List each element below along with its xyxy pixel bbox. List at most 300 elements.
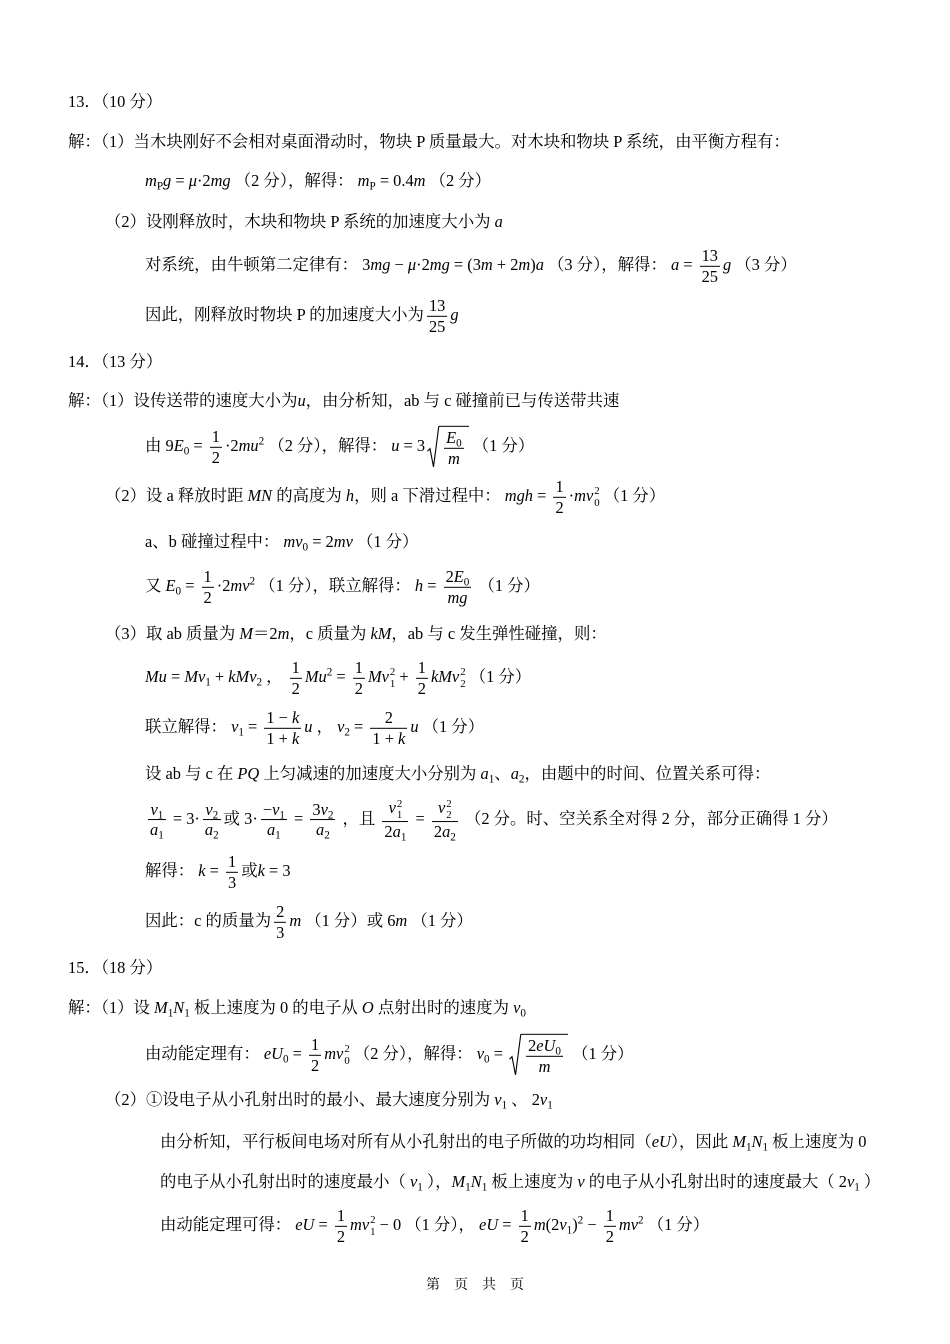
math-variable: v [539,1089,548,1109]
fraction-denominator [202,588,214,608]
text-run: （1 分），联立解得： [255,575,415,595]
text-run: = [411,808,429,828]
math-variable: h [414,575,424,595]
subscript: 0 [456,437,462,450]
subscript: 1 [481,1181,488,1194]
radical-sign-icon [427,426,439,468]
fraction-numerator [553,477,565,498]
math-variable: k [257,860,265,880]
text-run: ，c 质量为 [289,623,371,643]
text-run: ）， [422,1171,452,1191]
text-run: 或 [241,860,258,880]
fraction-denominator [370,729,407,749]
text-run: （2 分。时、空关系全对得 2 分，部分正确得 1 分） [460,808,838,828]
math-variable: a [670,254,680,274]
problem-15-line-2 [145,1034,634,1076]
text-run: 25 [701,266,718,286]
text-run: 1 [520,1205,529,1225]
math-variable: E [453,566,464,586]
math-variable: M [154,997,168,1017]
math-variable: E [446,427,457,447]
fraction-denominator [444,449,464,469]
superscript: 2 [326,666,333,679]
text-run: = [533,485,551,505]
math-variable: m [518,254,531,274]
math-variable: a [150,820,159,840]
text-run: （1 分） [465,666,532,686]
fraction-numerator [382,798,408,822]
subscript: 0 [520,1007,526,1020]
math-variable: k [292,707,300,727]
text-run: 联立解得： [145,716,232,736]
text-run: 2 [605,1226,614,1246]
text-run: 2 [384,707,393,727]
text-run: （1 分） [352,531,419,551]
fraction-numerator [261,800,287,821]
text-run: （3）取 ab 质量为 [105,623,240,643]
math-variable: N [751,1131,763,1151]
text-run: ) [572,1214,578,1234]
text-run: = [181,575,199,595]
math-variable: a [510,763,519,783]
text-run: = [171,170,189,190]
math-variable: kMv [430,666,460,686]
text-run: ) [530,254,536,274]
text-run: = [423,575,441,595]
text-run: = 3 [399,435,426,455]
radicand [521,1034,568,1076]
text-run: = [289,808,308,828]
math-variable: mg [429,254,450,274]
math-variable: μ [188,170,197,190]
subscript: 1 [389,677,396,690]
text-run: 13 [701,245,718,265]
superscript: 2 [389,666,396,679]
fraction-denominator [526,1057,563,1077]
problem-14-line-4 [145,531,418,553]
math-variable: eU [536,1035,556,1055]
text-run: （2）设刚释放时，木块和物块 P 系统的加速度大小为 [105,211,495,231]
fraction [226,852,238,892]
fraction [553,477,565,517]
fraction-denominator [210,448,222,468]
math-variable: v [559,1214,567,1234]
math-variable: v [476,1043,485,1063]
subscript: 1 [566,1224,573,1237]
text-run: ，ab 与 c 发生弹性碰撞，则： [391,623,607,643]
text-run: = [332,666,350,686]
fraction [444,567,472,607]
text-run: − [262,799,273,819]
subscript: 0 [463,576,470,589]
fraction-numerator [290,658,302,679]
problem-13-line-5 [145,296,459,336]
text-run: 2 [291,678,300,698]
superscript: 2 [249,575,256,588]
fraction [309,1035,321,1075]
math-variable: PQ [237,763,260,783]
fraction-denominator [274,923,286,943]
text-run: = [166,666,185,686]
superscript: 2 [370,1214,376,1227]
text-run: = [288,1043,306,1063]
math-variable: g [722,254,732,274]
text-run: 2 [520,1226,529,1246]
math-variable: m [538,1056,551,1076]
text-run: （2 分），解得： [230,170,358,190]
math-variable: m [277,623,290,643]
problem-15-line-1 [68,997,526,1019]
text-run: = [205,860,224,880]
text-run: （1 分） [567,1043,634,1063]
text-run: （2）①设电子从小孔射出时的最小、最大速度分别为 [105,1089,495,1109]
math-variable: Mv [367,666,389,686]
text-run: = 0.4 [375,170,414,190]
math-variable: m [480,254,493,274]
math-variable: mv [574,485,594,505]
text-run: (2 [545,1214,560,1234]
text-run: ），因此 [670,1131,733,1151]
fraction [519,1206,531,1246]
subscript: 2 [344,726,350,739]
text-run: 2 [276,901,285,921]
fraction-denominator [353,679,365,699]
text-run: （2 分），解得： [264,435,392,455]
text-run: （2 分） [425,170,492,190]
subscript: 1 [547,1099,553,1112]
subscript: 0 [183,445,190,458]
math-variable: a [442,822,451,842]
fraction-denominator [226,873,238,893]
text-run: 2 [384,822,393,842]
text-run: = [498,1214,516,1234]
subscript: 1 [400,831,407,844]
superscript: 2 [460,666,466,679]
subscript: 0 [594,496,600,509]
math-variable: mg [447,587,468,607]
text-run: 1 [228,851,237,871]
math-variable: k [398,728,406,748]
math-variable: mg [210,170,231,190]
subscript: P [156,180,164,193]
text-run: a、b 碰撞过程中： [145,531,284,551]
fraction [274,902,286,942]
math-variable: mg [370,254,391,274]
math-variable: Mv [184,666,206,686]
fraction-numerator [202,567,214,588]
math-variable: Mu [304,666,327,686]
problem-14-line-7 [145,658,531,698]
problem-13-line-1 [68,131,790,153]
fraction-numerator [210,427,222,448]
math-variable: mu [238,435,259,455]
math-variable: v [320,799,328,819]
text-run: （3 分） [731,254,797,274]
superscript: 2 [446,797,452,810]
fraction-denominator [519,1227,531,1247]
problem-13-line-3 [105,211,503,233]
text-run: 2 [555,497,564,517]
fraction-denominator [310,821,335,841]
math-variable: v [846,1171,855,1191]
math-variable: eU [263,1043,283,1063]
text-run: ， [262,666,287,686]
fraction-numerator [310,800,335,821]
math-variable: m [357,170,370,190]
fraction-numerator [226,852,238,873]
subscript: 0 [484,1053,490,1066]
math-variable: MN [247,485,273,505]
text-run: = 3 [264,860,291,880]
math-variable: N [470,1171,482,1191]
problem-15-line-5 [160,1171,880,1193]
math-variable: mv [324,1043,344,1063]
math-variable: h [345,485,355,505]
text-run: 13 [428,295,446,315]
text-run: 1 [291,657,300,677]
text-run: 由分析知，平行板间电场对所有从小孔射出的电子所做的功均相同（ [160,1131,652,1151]
math-variable: g [450,304,459,324]
superscript: 2 [577,1214,584,1227]
math-variable: a [480,763,489,783]
text-run: ·2 [416,254,430,274]
text-run: − 0 （1 分）， [375,1214,480,1234]
math-variable: O [361,997,374,1017]
math-variable: eU [479,1214,499,1234]
square-root [509,1034,568,1076]
math-variable: m [447,448,460,468]
math-variable: m [145,170,157,190]
fraction [353,658,365,698]
fraction-denominator [309,1056,321,1076]
problem-15-line-6 [160,1206,709,1246]
math-variable: v [409,1171,418,1191]
problem-14-line-6 [105,623,607,645]
text-run: 因此，刚释放时物块 P 的加速度大小为 [145,304,424,324]
fraction-denominator [416,679,428,699]
text-run: 1 [417,657,426,677]
text-run: 、 2 [507,1089,540,1109]
subscript: 2 [518,773,525,786]
text-run: 1 + [266,728,293,748]
text-run: （1 分） [643,1214,710,1234]
math-variable: g [163,170,172,190]
fraction-denominator [261,821,287,841]
math-variable: a [392,822,401,842]
text-run: = [314,1214,332,1234]
subscript: 0 [302,541,309,554]
problem-15-header: 15．（18 分） [68,957,163,977]
square-root [427,426,469,468]
subscript: 1 [501,1099,508,1112]
fraction-numerator [416,658,428,679]
subscript: 2 [212,809,219,822]
text-run: = [679,254,697,274]
text-run: 1 [555,476,564,496]
text-run: （1 分）或 6 [301,910,396,930]
math-variable: a [204,820,214,840]
subscript: 2 [327,809,334,822]
text-run: 2 [211,447,220,467]
math-variable: mv [283,531,303,551]
text-run: − [390,254,408,274]
superscript: 2 [638,1214,644,1227]
fraction [148,799,166,843]
text-run: 2 [445,566,454,586]
text-run: + [210,666,229,686]
superscript: 2 [258,435,265,448]
fraction-numerator [432,798,458,822]
text-run: 解：（1）设传送带的速度大小为 [68,390,298,410]
text-run: = 2 [308,531,334,551]
text-run: 板上速度为 [487,1171,578,1191]
text-run: 2 [336,1226,346,1246]
subscript: 1 [854,1181,860,1194]
math-variable: m [395,910,408,930]
text-run: ，由分析知，ab 与 c 碰撞前已与传送带共速 [305,390,620,410]
subscript: P [369,180,376,193]
problem-14-line-9 [145,763,770,785]
subscript: 1 [238,726,244,739]
fraction-denominator [427,317,447,337]
math-variable: a [535,254,544,274]
math-variable: a [316,820,325,840]
subscript: 0 [175,585,182,598]
math-variable: m [289,910,302,930]
subscript: 1 [275,830,281,843]
text-run: = [489,1043,508,1063]
subscript: 1 [167,1007,174,1020]
subscript: 2 [213,830,219,843]
problem-14-line-2 [145,426,534,468]
math-variable: eU [651,1131,671,1151]
fraction [604,1206,616,1246]
fraction-denominator [382,822,408,842]
text-run: 或 3· [223,808,258,828]
math-variable: v [513,997,521,1017]
subscript: 1 [205,676,211,689]
fraction-denominator [335,1227,347,1247]
math-variable: E [173,435,184,455]
text-run: 2 [433,822,443,842]
text-run: ·2 [224,435,239,455]
fraction-numerator [444,428,464,449]
subscript: 1 [465,1181,471,1194]
fraction-numerator [427,296,447,317]
math-variable: N [173,997,185,1017]
fraction-denominator [264,729,301,749]
subscript: 1 [488,773,495,786]
subscript: 1 [762,1141,769,1154]
fraction-denominator [148,821,166,841]
fraction-numerator [309,1035,321,1056]
page-footer: 第 页 共 页 [426,1278,524,1293]
text-run: ，则 a 下滑过程中： [354,485,505,505]
text-run: 1 + [372,728,399,748]
text-run: （1 分） [599,485,666,505]
superscript: 2 [594,485,600,498]
text-run: （1 分） [474,575,540,595]
text-run: （2）设 a 释放时距 [105,485,248,505]
fraction-denominator [553,498,565,518]
subscript: 1 [396,808,403,821]
text-run: 板上速度为 0 的电子从 [189,997,362,1017]
math-variable: M [239,623,253,643]
problem-14-line-10 [145,798,838,842]
text-run: = [349,716,368,736]
fraction-denominator [432,822,458,842]
math-variable: u [297,390,306,410]
text-run: 1 − [266,707,293,727]
math-variable: mv [618,1214,639,1234]
math-variable: mv [230,575,250,595]
math-variable: v [205,799,213,819]
text-run: 解得： [145,860,199,880]
fraction [700,246,720,286]
math-variable: k [198,860,206,880]
fraction [264,708,301,748]
fraction-numerator [604,1206,616,1227]
math-variable: v [494,1089,502,1109]
text-run: 的电子从小孔射出时的速度最大（ 2 [584,1171,847,1191]
text-run: 点射出时的速度为 [373,997,514,1017]
text-run: （1 分） [418,716,485,736]
math-variable: mv [333,531,353,551]
problem-14-line-3 [105,477,665,517]
fraction [290,658,302,698]
text-run: 25 [428,316,446,336]
math-variable: v [388,798,396,818]
text-run: 3 [312,799,321,819]
math-variable: μ [407,254,417,274]
text-run: （1 分） [468,435,535,455]
fraction-denominator [290,679,302,699]
text-run: 2 [311,1055,320,1075]
text-run: 3 [228,872,237,892]
text-run: （3 分），解得： [543,254,671,274]
math-variable: m [413,170,426,190]
text-run: 由动能定理可得： [160,1214,296,1234]
fraction [382,798,408,842]
text-run: ，由题中的时间、位置关系可得： [524,763,771,783]
math-variable: a [266,820,276,840]
subscript: 1 [279,809,285,822]
subscript: 1 [745,1141,752,1154]
fraction [261,799,287,843]
text-run: 1 [605,1205,614,1225]
math-variable: a [494,211,503,231]
text-run: 2 [354,678,363,698]
fraction-numerator [370,708,407,729]
text-run: （1 分） [407,910,473,930]
subscript: 2 [446,808,452,821]
fraction-numerator [203,800,221,821]
superscript: 2 [344,1043,350,1056]
subscript: 2 [450,831,456,844]
fraction [202,567,214,607]
text-run: 2 [528,1035,537,1055]
math-variable: v [337,716,345,736]
problem-15-line-4 [160,1131,866,1153]
text-run: 的电子从小孔射出时的速度最小（ [160,1171,410,1191]
text-run: 解：（1）当木块刚好不会相对桌面滑动时，物块 P 质量最大。对木块和物块 P 系统，由平衡方程有： [68,131,790,151]
text-run: ） [859,1171,881,1191]
text-run: 1 [211,426,220,446]
math-variable: mv [350,1214,370,1234]
math-variable: mgh [504,485,533,505]
fraction [526,1036,563,1076]
superscript: 2 [396,797,403,810]
